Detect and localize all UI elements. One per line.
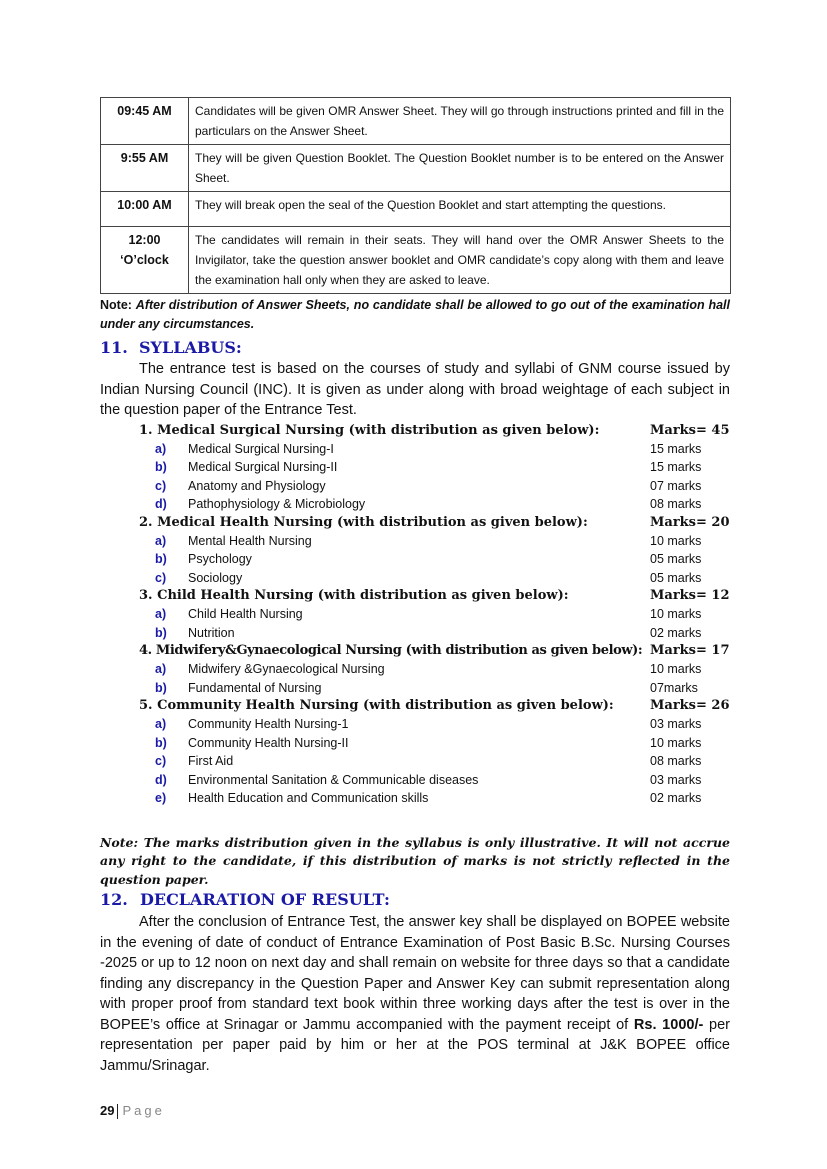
item-letter: b) bbox=[155, 460, 167, 474]
syllabus-section bbox=[100, 422, 730, 440]
item-letter: a) bbox=[155, 533, 167, 548]
section-subject-title: 4. Midwifery&Gynaecological Nursing (with distribution as given below): bbox=[139, 643, 643, 658]
list-item bbox=[100, 660, 730, 679]
item-name: Midwifery &Gynaecological Nursing bbox=[188, 662, 385, 676]
marks-distribution-note: Note: The marks distribution given in the syllabus is only illustrative. It will not accrue any right to the candidate, if this distribution of marks is not strictly reflected in the question paper. bbox=[100, 834, 730, 887]
item-marks: 15 marks bbox=[650, 460, 702, 474]
item-name: Nutrition bbox=[188, 625, 235, 640]
note-text: After distribution of Answer Sheets, no candidate shall be allowed to go out of the examination hall under any circumstances. bbox=[100, 298, 731, 331]
page-number: 29 bbox=[100, 1103, 115, 1118]
schedule-time: 12:00 ‘O’clock bbox=[101, 227, 189, 294]
syllabus-intro bbox=[100, 359, 730, 421]
representation-fee: Rs. 1000/- bbox=[633, 1016, 704, 1033]
item-letter: c) bbox=[155, 570, 167, 585]
list-item bbox=[100, 605, 730, 624]
item-name: Community Health Nursing-1 bbox=[188, 717, 349, 731]
item-name: Anatomy and Physiology bbox=[188, 478, 326, 493]
declaration-paragraph bbox=[100, 912, 730, 1076]
section-title: SYLLABUS: bbox=[138, 338, 242, 357]
list-item bbox=[100, 715, 730, 734]
item-letter: d) bbox=[155, 772, 167, 787]
syllabus-section bbox=[100, 697, 730, 715]
item-marks: 10 marks bbox=[650, 533, 702, 548]
page-footer bbox=[100, 1103, 165, 1119]
item-letter: b) bbox=[155, 625, 167, 640]
item-name: Fundamental of Nursing bbox=[188, 680, 322, 695]
list-item bbox=[100, 771, 730, 790]
item-letter: b) bbox=[155, 735, 167, 750]
section-subject-title: 1. Medical Surgical Nursing (with distribution as given below): bbox=[139, 422, 600, 438]
footer-divider bbox=[117, 1104, 118, 1119]
syllabus-section bbox=[100, 514, 730, 532]
item-name: Pathophysiology & Microbiology bbox=[188, 497, 366, 511]
item-marks: 10 marks bbox=[650, 735, 702, 750]
section-heading-declaration bbox=[100, 890, 730, 909]
item-marks: 05 marks bbox=[650, 552, 702, 566]
schedule-time: 10:00 AM bbox=[101, 192, 189, 227]
list-item bbox=[100, 789, 730, 808]
item-marks: 07 marks bbox=[650, 478, 702, 493]
schedule-time: 09:45 AM bbox=[101, 98, 189, 145]
table-row bbox=[101, 145, 731, 192]
item-name: Health Education and Communication skills bbox=[188, 791, 429, 805]
list-item bbox=[100, 458, 730, 477]
schedule-description: Candidates will be given OMR Answer Sheet. They will go through instructions printed and fill in the particulars on the Answer Sheet. bbox=[189, 98, 731, 145]
list-item bbox=[100, 532, 730, 551]
list-item bbox=[100, 734, 730, 753]
declaration-text-after: per representation per paper paid by him or her at the POS terminal at J&K BOPEE office Jammu/Srinagar. bbox=[100, 1016, 730, 1074]
document-page bbox=[100, 97, 730, 1076]
item-name: Mental Health Nursing bbox=[188, 533, 312, 548]
item-letter: c) bbox=[155, 478, 167, 493]
syllabus-intro-text: The entrance test is based on the courses of study and syllabi of GNM course issued by Indian Nursing Council (INC). It is given as under along with broad weightage of each subject in the question paper of the Entrance Test. bbox=[100, 361, 730, 418]
section-total-marks: Marks= 45 bbox=[650, 422, 730, 438]
list-item bbox=[100, 752, 730, 771]
item-name: Sociology bbox=[188, 570, 243, 585]
schedule-time: 9:55 AM bbox=[101, 145, 189, 192]
item-name: Child Health Nursing bbox=[188, 607, 303, 621]
item-letter: a) bbox=[155, 441, 167, 456]
item-marks: 03 marks bbox=[650, 772, 702, 787]
table-row bbox=[101, 227, 731, 294]
item-letter: a) bbox=[155, 607, 167, 621]
table-row bbox=[101, 192, 731, 227]
item-marks: 10 marks bbox=[650, 662, 702, 676]
section-total-marks: Marks= 20 bbox=[650, 514, 730, 530]
item-letter: e) bbox=[155, 791, 167, 805]
schedule-description: They will be given Question Booklet. The Question Booklet number is to be entered on the Answer Sheet. bbox=[189, 145, 731, 192]
section-subject-title: 2. Medical Health Nursing (with distribution as given below): bbox=[139, 514, 588, 530]
list-item bbox=[100, 477, 730, 496]
list-item bbox=[100, 569, 730, 588]
list-item bbox=[100, 550, 730, 569]
declaration-text-before: After the conclusion of Entrance Test, the answer key shall be displayed on BOPEE website in the evening of date of conduct of Entrance Examination of Post Basic B.Sc. Nursing Courses -2025 or up to 12 noon on next day and shall remain on website for three days so that a candidate finding any discrepancy in the Question Paper and Answer Key can submit representation along with proper proof from standard text book within three working days after the test is over in the BOPEE’s office at Srinagar or Jammu accompanied with the payment receipt of bbox=[100, 914, 730, 1033]
item-name: Community Health Nursing-II bbox=[188, 735, 349, 750]
item-marks: 07marks bbox=[650, 680, 698, 695]
schedule-description: They will break open the seal of the Question Booklet and start attempting the questions. bbox=[189, 192, 731, 227]
item-marks: 10 marks bbox=[650, 607, 702, 621]
item-letter: c) bbox=[155, 754, 167, 768]
section-number: 12. bbox=[100, 890, 128, 909]
list-item bbox=[100, 495, 730, 514]
item-marks: 03 marks bbox=[650, 717, 702, 731]
item-letter: b) bbox=[155, 552, 167, 566]
note-label: Note: bbox=[100, 298, 132, 312]
syllabus-sections bbox=[100, 422, 730, 808]
item-marks: 02 marks bbox=[650, 625, 702, 640]
schedule-description: The candidates will remain in their seats. They will hand over the OMR Answer Sheets to the Invigilator, take the question answer booklet and OMR candidate’s copy along with them and leave the examination hall only when they are asked to leave. bbox=[189, 227, 731, 294]
section-subject-title: 3. Child Health Nursing (with distribution as given below): bbox=[139, 588, 569, 603]
section-subject-title: 5. Community Health Nursing (with distribution as given below): bbox=[139, 698, 614, 713]
item-name: Psychology bbox=[188, 552, 252, 566]
item-marks: 08 marks bbox=[650, 497, 702, 511]
list-item bbox=[100, 624, 730, 643]
exam-schedule-table bbox=[100, 97, 731, 294]
item-name: Medical Surgical Nursing-II bbox=[188, 460, 338, 474]
item-letter: b) bbox=[155, 680, 167, 695]
item-marks: 05 marks bbox=[650, 570, 702, 585]
item-name: Medical Surgical Nursing-I bbox=[188, 441, 334, 456]
page-label: Page bbox=[122, 1103, 165, 1118]
item-marks: 15 marks bbox=[650, 441, 702, 456]
item-letter: a) bbox=[155, 717, 167, 731]
item-letter: d) bbox=[155, 497, 167, 511]
list-item bbox=[100, 440, 730, 459]
section-number: 11. bbox=[100, 338, 128, 357]
section-title: DECLARATION OF RESULT: bbox=[140, 890, 390, 909]
item-name: First Aid bbox=[188, 754, 234, 768]
table-row bbox=[101, 98, 731, 145]
item-marks: 02 marks bbox=[650, 791, 702, 805]
item-marks: 08 marks bbox=[650, 754, 702, 768]
item-name: Environmental Sanitation & Communicable diseases bbox=[188, 772, 479, 787]
exam-hall-note bbox=[100, 296, 730, 334]
syllabus-section bbox=[100, 587, 730, 605]
section-total-marks: Marks= 12 bbox=[650, 588, 730, 603]
section-total-marks: Marks= 26 bbox=[650, 698, 730, 713]
item-letter: a) bbox=[155, 662, 167, 676]
list-item bbox=[100, 679, 730, 698]
syllabus-section bbox=[100, 642, 730, 660]
section-heading-syllabus bbox=[100, 338, 730, 357]
section-total-marks: Marks= 17 bbox=[650, 643, 730, 658]
